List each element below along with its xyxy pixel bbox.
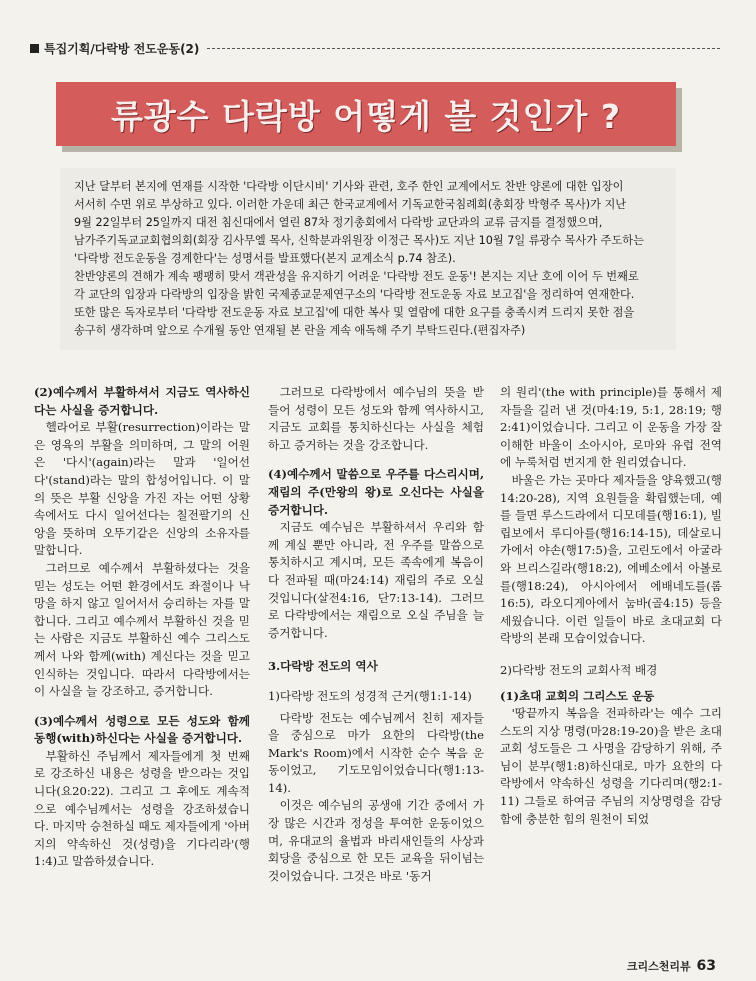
article-column-3 — [500, 384, 722, 934]
intro-line: '다락방 전도운동을 경계한다'는 성명서를 발표했다(본지 교계소식 p.74 참조). — [74, 252, 456, 265]
intro-line: 지난 달부터 본지에 연재를 시작한 '다락방 이단시비' 기사와 관련, 호주 한인 교계에서도 찬반 양론에 대한 입장이 — [74, 180, 624, 193]
subsection-heading: 1)다락방 전도의 성경적 근거(행1:1-14) — [268, 688, 472, 703]
editor-intro-box — [60, 168, 676, 350]
intro-line: 각 교단의 입장과 다락방의 입장을 밝힌 국제종교문제연구소의 '다락방 전도운동 자료 보고집'을 정리하여 연재한다. — [74, 288, 635, 301]
article-title: 류광수 다락방 어떻게 볼 것인가 ? — [110, 96, 621, 136]
body-paragraph: 그러므로 예수께서 부활하셨다는 것을 믿는 성도는 어떤 환경에서도 좌절이나 낙망을 하지 않고 일어서서 승리하는 자를 말합니다. 그리고 예수께서 부활하신 것을 믿는 사람은 지금도 부활하신 예수 그리스도께서 나와 함께(with) 계신다는 것을 믿고 인식하는 것입니다. 따라서 다락방에서는 이 사실을 늘 강조하고, 증거합니다. — [34, 560, 250, 699]
point-heading: (1)초대 교회의 그리스도 운동 — [500, 688, 655, 703]
section-divider — [207, 48, 720, 49]
article-column-1 — [34, 384, 250, 934]
intro-line: 9월 22일부터 25일까지 대전 침신대에서 열린 87차 정기총회에서 다락방 교단과의 교류 금지를 결정했으며, — [74, 216, 603, 229]
article-column-2 — [268, 384, 484, 934]
section-heading: 3.다락방 전도의 역사 — [268, 659, 378, 674]
intro-line: 서서히 수면 위로 부상하고 있다. 이러한 가운데 최근 한국교계에서 기독교한국침례회(총회장 박형주 목사)가 지난 — [74, 198, 627, 211]
page-number: 63 — [696, 958, 716, 974]
intro-line: 또한 많은 독자로부터 '다락방 전도운동 자료 보고집'에 대한 복사 및 열람에 대한 요구를 충족시켜 드리지 못한 점을 — [74, 306, 635, 319]
square-bullet-icon — [30, 44, 39, 53]
body-paragraph: 의 원리'(the with principle)를 통해서 제자들을 길러 낸 것(마4:19, 5:1, 28:19; 행 2:41)이었습니다. 그리고 이 운동을 가장 잘 이해한 바울이 소아시아, 로마와 유럽 전역에 누룩처럼 번지게 한 원리였습니다. — [500, 385, 722, 470]
body-paragraph: 바울은 가는 곳마다 제자들을 양육했고(행14:20-28), 지역 요원들을 확립했는데, 예를 들면 루스드라에서 디모데를(행16:1), 빌립보에서 루디아를(행16:14-15), 데살로니가에서 야손(행17:5)을, 고린도에서 아굴라와 브리스길라(행18:2), 에베소에서 아볼로를(행18:24), 아시아에서 에배네도를(롬16:5), 라오디게아에서 눔바(골4:15) 등을 세웠습니다. 이런 일들이 바로 초대교회 다락방의 본래 모습이었습니다. — [500, 472, 722, 646]
intro-line: 남가주기독교교회협의회(회장 김사무엘 목사, 신학분과위원장 이정근 목사)도 지난 10월 7일 류광수 목사가 주도하는 — [74, 234, 644, 247]
intro-line: 송구히 생각하며 앞으로 수개월 동안 연재될 본 란을 계속 애독해 주기 부탁드린다.(편집자주) — [74, 324, 526, 337]
section-label-text: 특집기획/다락방 전도운동(2) — [44, 41, 200, 56]
body-paragraph: 그러므로 다락방에서 예수님의 뜻을 받들어 성령이 모든 성도와 함께 역사하시고, 지금도 교회를 통치하신다는 사실을 체험하고 증거하는 것을 강조합니다. — [268, 385, 484, 452]
body-paragraph: 이것은 예수님의 공생애 기간 중에서 가장 많은 시간과 정성을 투여한 운동이었으며, 유대교의 율법과 바리새인들의 사상과 회당을 중심으로 한 모든 교육을 뒤이넘는 것이었습니다. 그것은 바로 '동거 — [268, 798, 484, 883]
body-paragraph: '땅끝까지 복음을 전파하라'는 예수 그리스도의 지상 명령(마28:19-20)을 받은 초대 교회 성도들은 그 사명을 감당하기 위해, 주님이 분부(행1:8)하신대로, 마가 요한의 다락방에서 약속하신 성령을 기다리며(행2:1-11) 그들로 하여금 주님의 지상명령을 감당함에 충분한 힘의 원천이 되었 — [500, 706, 722, 826]
publication-name: 크리스천리뷰 — [626, 960, 691, 973]
body-paragraph: 부활하신 주님께서 제자들에게 첫 번째로 강조하신 내용은 성령을 받으라는 것입니다(요20:22). 그리고 그 후에도 계속적으로 예수님께서는 성령을 강조하셨습니다. 마지막 승천하실 때도 제자들에게 '아버지의 약속하신 것(성령)을 기다리라'(행1:4)고 말씀하셨습니다. — [34, 748, 250, 869]
body-paragraph: 지금도 예수님은 부활하셔서 우리와 함께 계실 뿐만 아니라, 전 우주를 말씀으로 통치하시고 계시며, 모든 족속에게 복음이 다 전파될 때(마24:14) 재림의 주로 오실 것입니다(살전4:16, 단7:13-14). 그러므로 다락방에서는 재림으로 오실 주님을 늘 증거합니다. — [268, 520, 484, 640]
page-footer — [627, 958, 716, 974]
subsection-heading: 2)다락방 전도의 교회사적 배경 — [500, 662, 658, 677]
body-paragraph: 헬라어로 부활(resurrection)이라는 말은 영육의 부활을 의미하며, 그 말의 어원은 '다시'(again)라는 말과 '일어선다'(stand)라는 말의 합성어입니다. 이 말의 뜻은 부활 신앙을 가진 자는 어떤 상황속에서도 다시 일어선다는 칠전팔기의 신앙을 뜻하며 오뚜기같은 신앙의 소유자를 말합니다. — [34, 420, 250, 558]
point-heading: (2)예수께서 부활하셔서 지금도 역사하신다는 사실을 증거합니다. — [34, 385, 250, 417]
point-heading: (4)예수께서 말씀으로 우주를 다스리시며, 재림의 주(만왕의 왕)로 오신다는 사실을 증거합니다. — [268, 467, 484, 517]
title-banner — [56, 82, 676, 146]
point-heading: (3)예수께서 성령으로 모든 성도와 함께 동행(with)하신다는 사실을 증거합니다. — [34, 713, 250, 746]
body-paragraph: 다락방 전도는 예수님께서 친히 제자들을 중심으로 마가 요한의 다락방(the Mark's Room)에서 시작한 순수 복음 운동이었고, 기도모임이었습니다(행1:13-14). — [268, 710, 484, 795]
section-label — [30, 40, 720, 56]
intro-line: 찬반양론의 견해가 계속 팽팽히 맞서 객관성을 유지하기 어려운 '다락방 전도 운동'! 본지는 지난 호에 이어 두 번째로 — [74, 270, 639, 283]
